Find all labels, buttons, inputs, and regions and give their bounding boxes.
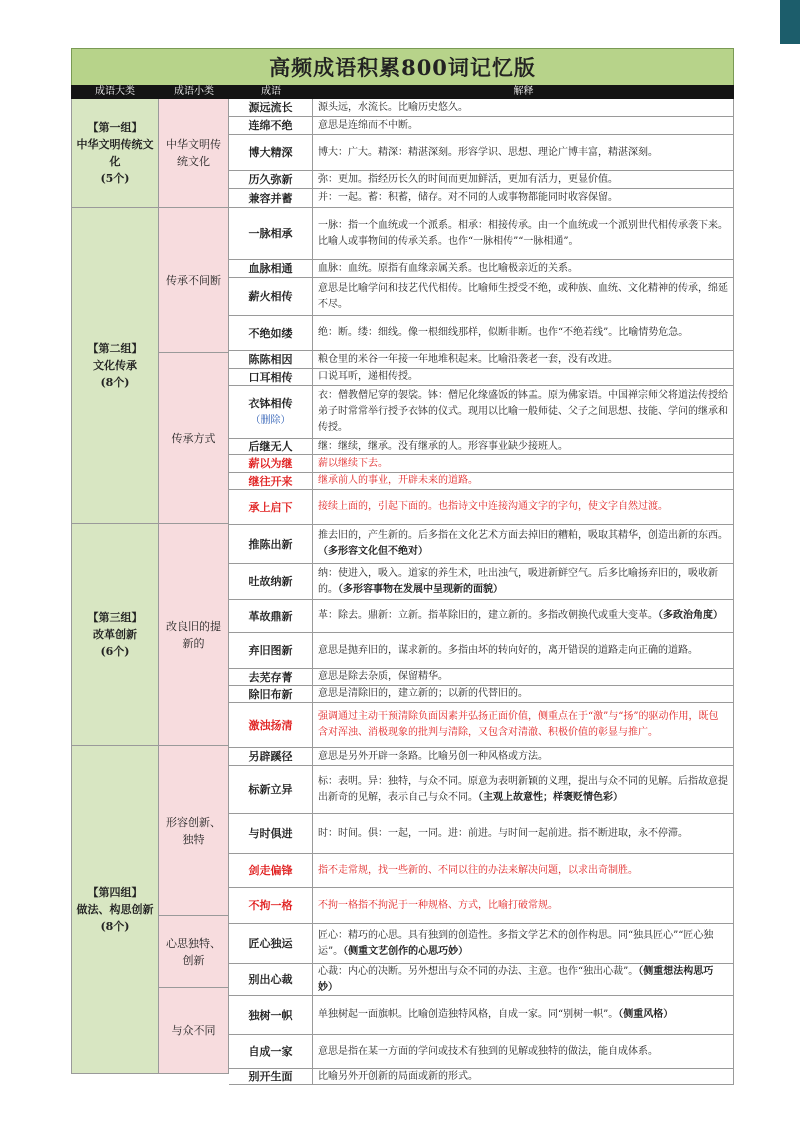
explanation-text: 衣：僧教僧尼穿的袈裟。钵：僧尼化缘盛饭的钵盂。原为佛家语。中国禅宗师父将道法传授给弟子时常常举行授予衣钵的仪式。现用以比喻一般师徒、父子之间思想、技能、学问的继承和传授。 bbox=[318, 390, 728, 433]
idiom-text: 推陈出新 bbox=[248, 537, 293, 551]
idiom-cell bbox=[229, 686, 313, 703]
explanation-text: 粮仓里的米谷一年接一年地堆积起来。比喻沿袭老一套，没有改进。 bbox=[318, 353, 618, 365]
explanation-cell bbox=[313, 135, 734, 171]
explanation-cell bbox=[313, 278, 734, 316]
explanation-cell bbox=[313, 814, 734, 854]
header-minor: 成语小类 bbox=[174, 86, 214, 97]
idiom-text: 源远流长 bbox=[248, 101, 293, 114]
idiom-text: 不绝如缕 bbox=[248, 326, 293, 340]
explanation-text: 薪以继续下去。 bbox=[318, 457, 388, 469]
idiom-text: 口耳相传 bbox=[248, 370, 293, 384]
explanation-cell bbox=[313, 455, 734, 473]
explanation-cell bbox=[313, 1035, 734, 1069]
idiom-cell bbox=[229, 99, 313, 117]
idiom-cell bbox=[229, 1035, 313, 1069]
explanation-cell bbox=[313, 316, 734, 351]
explanation-cell bbox=[313, 669, 734, 686]
idiom-text: 吐故纳新 bbox=[248, 575, 293, 588]
explanation-text: 推去旧的，产生新的。后多指在文化艺术方面去掉旧的糟粕，吸取其精华，创造出新的东西。 bbox=[318, 530, 728, 541]
group-name: 【第二组】 bbox=[87, 342, 143, 355]
group-desc: 改革创新 bbox=[93, 628, 137, 641]
explanation-text: 革：除去。鼎新：立新。指革除旧的，建立新的。多指改朝换代或重大变革。 bbox=[318, 610, 658, 621]
idiom-cell bbox=[229, 525, 313, 564]
explanation-cell bbox=[313, 854, 734, 888]
explanation-text: 继：继续，继承。没有继承的人。形容事业缺少接班人。 bbox=[318, 440, 568, 452]
idiom-cell bbox=[229, 369, 313, 386]
idiom-text: 衣钵相传 bbox=[248, 397, 293, 410]
explanation-text: 源头远，水流长。比喻历史悠久。 bbox=[318, 101, 468, 113]
explanation-text: 时：时间。俱：一起，一同。进：前进。与时间一起前进。指不断进取，永不停滞。 bbox=[318, 827, 688, 839]
group-name: 【第三组】 bbox=[87, 611, 143, 624]
explanation-cell bbox=[313, 351, 734, 369]
explanation-text: 标：表明。异：独特，与众不同。原意为表明新颖的义理，提出与众不同的见解。后指故意提出新奇的见解，表示自己与众不同。 bbox=[318, 775, 728, 803]
idiom-cell bbox=[229, 888, 313, 924]
idiom-cell bbox=[229, 455, 313, 473]
explanation-text: 继承前人的事业，开辟未来的道路。 bbox=[318, 475, 478, 486]
group-desc: 做法、构思创新 bbox=[76, 903, 154, 916]
explanation-text: 单独树起一面旗帜。比喻创造独特风格，自成一家。同“别树一帜”。 bbox=[318, 1009, 619, 1020]
idiom-cell bbox=[229, 669, 313, 686]
group-cell bbox=[71, 524, 159, 746]
idiom-text: 去芜存菁 bbox=[248, 670, 293, 684]
explanation-text: 并：一起。蓄：积蓄，储存。对不同的人或事物都能同时收容保留。 bbox=[318, 192, 618, 203]
idiom-cell bbox=[229, 351, 313, 369]
idiom-cell bbox=[229, 996, 313, 1035]
explanation-text: 匠心：精巧的心思。具有独到的创造性。多指文学艺术的创作构思。同“独具匠心”“匠心独运”。 bbox=[318, 929, 714, 957]
explanation-cell bbox=[313, 996, 734, 1035]
explanation-text: 意思是抛弃旧的，谋求新的。多指由坏的转向好的，离开错误的道路走向正确的道路。 bbox=[318, 644, 698, 656]
group-count: (5个) bbox=[100, 172, 130, 185]
explanation-note: （多政治角度） bbox=[658, 610, 723, 621]
idiom-text: 博大精深 bbox=[248, 146, 293, 159]
idiom-cell bbox=[229, 208, 313, 260]
explanation-text: 一脉：指一个血统或一个派系。相承：相接传承。由一个血统或一个派别世代相传承袭下来。比喻人或事物间的传承关系。也作“一脉相传”“一脉相通”。 bbox=[318, 219, 728, 247]
header-major: 成语大类 bbox=[95, 86, 135, 97]
group-cell bbox=[71, 99, 159, 208]
explanation-cell bbox=[313, 260, 734, 278]
idiom-text: 不拘一格 bbox=[248, 899, 293, 912]
subcategory-cell: 与众不同 bbox=[159, 988, 229, 1074]
idiom-text: 别开生面 bbox=[248, 1070, 293, 1083]
explanation-cell bbox=[313, 888, 734, 924]
idiom-cell bbox=[229, 386, 313, 439]
header-idiom: 成语 bbox=[261, 86, 281, 97]
explanation-text: 指不走常规，找一些新的、不同以往的办法来解决问题，以求出奇制胜。 bbox=[318, 864, 638, 876]
idiom-text: 历久弥新 bbox=[248, 173, 293, 186]
group-desc: 文化传承 bbox=[93, 359, 137, 372]
table-header bbox=[71, 85, 734, 99]
idiom-text: 别出心裁 bbox=[248, 973, 293, 986]
idiom-cell bbox=[229, 633, 313, 669]
explanation-text: 强调通过主动干预清除负面因素并弘扬正面价值，侧重点在于“激”与“扬”的驱动作用，既包含对浑浊、消极现象的批判与清除，又包含对清澈、积极价值的彰显与推广。 bbox=[318, 711, 719, 738]
group-name: 【第四组】 bbox=[87, 886, 143, 899]
idiom-cell bbox=[229, 316, 313, 351]
idiom-text: 薪火相传 bbox=[248, 290, 293, 303]
explanation-cell bbox=[313, 117, 734, 135]
explanation-text: 意思是清除旧的，建立新的；以新的代替旧的。 bbox=[318, 688, 528, 699]
explanation-cell bbox=[313, 964, 734, 996]
idiom-tag: （删除） bbox=[250, 415, 291, 426]
idiom-cell bbox=[229, 564, 313, 600]
idiom-text: 标新立异 bbox=[248, 783, 293, 796]
explanation-text: 接续上面的，引起下面的。也指诗文中连接沟通文字的字句，使文字自然过渡。 bbox=[318, 501, 668, 512]
idiom-text: 后继无人 bbox=[248, 440, 293, 453]
group-cell bbox=[71, 208, 159, 524]
idiom-cell bbox=[229, 600, 313, 633]
explanation-cell bbox=[313, 1069, 734, 1085]
explanation-text: 纳：使进入，吸入。道家的养生术，吐出浊气，吸进新鲜空气。后多比喻扬弃旧的，吸收新的。 bbox=[318, 567, 718, 595]
idiom-cell bbox=[229, 1069, 313, 1085]
explanation-text: 血脉：血统。原指有血缘亲属关系。也比喻极亲近的关系。 bbox=[318, 262, 578, 274]
corner-tab bbox=[780, 0, 800, 44]
group-desc: 中华文明传统文化 bbox=[76, 138, 154, 168]
idiom-cell bbox=[229, 854, 313, 888]
idiom-cell bbox=[229, 439, 313, 455]
explanation-text: 博大：广大。精深：精湛深刻。形容学识、思想、理论广博丰富，精湛深刻。 bbox=[318, 146, 658, 158]
subcategory-cell: 中华文明传统文化 bbox=[159, 99, 229, 208]
group-count: (8个) bbox=[100, 376, 130, 389]
idiom-text: 剑走偏锋 bbox=[248, 864, 293, 877]
explanation-text: 绝：断。缕：细线。像一根细线那样，似断非断。也作“不绝若线”。比喻情势危急。 bbox=[318, 327, 689, 338]
idiom-text: 弃旧图新 bbox=[248, 644, 293, 657]
explanation-text: 意思是另外开辟一条路。比喻另创一种风格或方法。 bbox=[318, 750, 548, 762]
idiom-cell bbox=[229, 490, 313, 525]
explanation-text: 心裁：内心的决断。另外想出与众不同的办法、主意。也作“独出心裁”。 bbox=[318, 965, 639, 977]
explanation-cell bbox=[313, 766, 734, 814]
explanation-text: 意思是连绵而不中断。 bbox=[318, 119, 418, 131]
explanation-cell bbox=[313, 748, 734, 766]
idiom-text: 自成一家 bbox=[248, 1045, 293, 1058]
page-title: 高频成语积累800词记忆版 bbox=[71, 48, 734, 86]
idiom-cell bbox=[229, 924, 313, 964]
explanation-cell bbox=[313, 369, 734, 386]
idiom-text: 兼容并蓄 bbox=[248, 191, 293, 205]
header-explain: 解释 bbox=[513, 86, 534, 97]
idiom-text: 血脉相通 bbox=[248, 262, 293, 275]
explanation-cell bbox=[313, 189, 734, 208]
idiom-text: 继往开来 bbox=[248, 474, 293, 488]
explanation-note: （侧重想法构思巧妙） bbox=[318, 965, 714, 993]
idiom-text: 薪以为继 bbox=[248, 457, 293, 470]
group-name: 【第一组】 bbox=[87, 121, 143, 134]
idiom-text: 匠心独运 bbox=[248, 937, 293, 950]
idiom-text: 革故鼎新 bbox=[248, 609, 293, 623]
subcategory-cell: 心思独特、创新 bbox=[159, 916, 229, 988]
explanation-cell bbox=[313, 99, 734, 117]
explanation-text: 意思是指在某一方面的学问或技术有独到的见解或独特的做法，能自成体系。 bbox=[318, 1045, 658, 1057]
idiom-cell bbox=[229, 766, 313, 814]
explanation-text: 口说耳听，递相传授。 bbox=[318, 371, 418, 382]
idiom-text: 另辟蹊径 bbox=[248, 750, 293, 763]
subcategory-cell: 传承方式 bbox=[159, 353, 229, 524]
idiom-cell bbox=[229, 278, 313, 316]
idiom-cell bbox=[229, 135, 313, 171]
explanation-cell bbox=[313, 439, 734, 455]
idiom-cell bbox=[229, 703, 313, 748]
subcategory-cell: 形容创新、独特 bbox=[159, 746, 229, 916]
explanation-cell bbox=[313, 171, 734, 189]
idiom-text: 与时俱进 bbox=[248, 827, 293, 840]
idiom-text: 一脉相承 bbox=[248, 227, 293, 240]
idiom-text: 连绵不绝 bbox=[248, 119, 293, 132]
explanation-cell bbox=[313, 473, 734, 490]
explanation-cell bbox=[313, 564, 734, 600]
idiom-cell bbox=[229, 117, 313, 135]
subcategory-cell: 传承不间断 bbox=[159, 208, 229, 353]
explanation-cell bbox=[313, 490, 734, 525]
explanation-text: 意思是比喻学问和技艺代代相传。比喻师生授受不绝，或种族、血统、文化精神的传承，绵延不尽。 bbox=[318, 282, 728, 310]
explanation-cell bbox=[313, 703, 734, 748]
explanation-cell bbox=[313, 686, 734, 703]
explanation-note: （多形容事物在发展中呈现新的面貌） bbox=[338, 583, 503, 595]
explanation-text: 比喻另外开创新的局面或新的形式。 bbox=[318, 1070, 478, 1082]
explanation-note: （侧重风格） bbox=[618, 1009, 674, 1020]
group-cell bbox=[71, 746, 159, 1074]
explanation-cell bbox=[313, 525, 734, 564]
explanation-cell bbox=[313, 924, 734, 964]
idiom-text: 独树一帜 bbox=[248, 1008, 293, 1022]
explanation-cell bbox=[313, 208, 734, 260]
group-count: (8个) bbox=[100, 920, 130, 933]
idiom-table bbox=[71, 99, 734, 1083]
explanation-text: 意思是除去杂质，保留精华。 bbox=[318, 671, 448, 682]
group-count: (6个) bbox=[100, 645, 130, 658]
explanation-note: （侧重文艺创作的心思巧妙） bbox=[343, 945, 469, 957]
explanation-text: 不拘一格指不拘泥于一种规格、方式，比喻打破常规。 bbox=[318, 899, 558, 911]
idiom-cell bbox=[229, 473, 313, 490]
explanation-note: （主观上故意性；样褒贬情色彩） bbox=[478, 791, 623, 803]
explanation-cell bbox=[313, 633, 734, 669]
idiom-text: 激浊扬清 bbox=[248, 718, 293, 732]
idiom-cell bbox=[229, 189, 313, 208]
explanation-note: （多形容文化但不绝对） bbox=[318, 546, 428, 557]
explanation-text: 弥：更加。指经历长久的时间而更加鲜活，更加有活力，更显价值。 bbox=[318, 173, 618, 185]
idiom-cell bbox=[229, 964, 313, 996]
subcategory-cell: 改良旧的提新的 bbox=[159, 524, 229, 746]
idiom-text: 承上启下 bbox=[248, 500, 293, 514]
idiom-cell bbox=[229, 814, 313, 854]
idiom-cell bbox=[229, 260, 313, 278]
idiom-text: 除旧布新 bbox=[248, 687, 293, 701]
explanation-cell bbox=[313, 386, 734, 439]
idiom-cell bbox=[229, 171, 313, 189]
explanation-cell bbox=[313, 600, 734, 633]
idiom-text: 陈陈相因 bbox=[248, 353, 293, 366]
idiom-cell bbox=[229, 748, 313, 766]
